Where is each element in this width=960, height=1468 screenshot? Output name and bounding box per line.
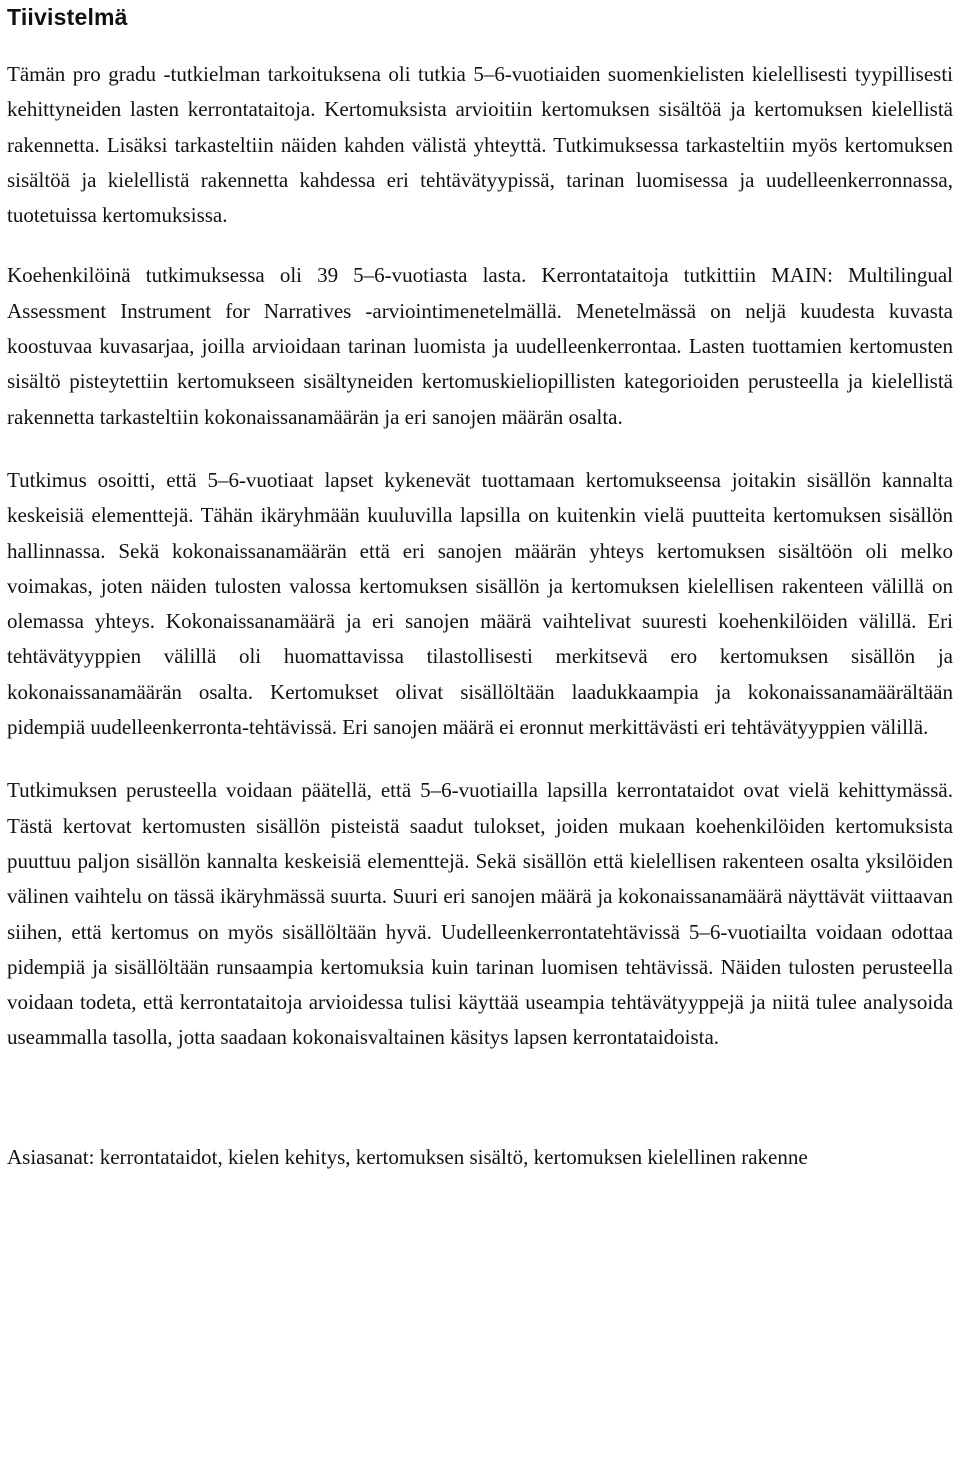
abstract-paragraph-1: Tämän pro gradu -tutkielman tarkoituksena oli tutkia 5–6-vuotiaiden suomenkielisten kielellisesti tyypillisesti kehittyneiden lasten kerrontataitoja. Kertomuksista arvioitiin kertomuksen sisältöä ja kertomuksen kielellistä rakennetta. Lisäksi tarkasteltiin näiden kahden välistä yhteyttä. Tutkimuksessa tarkasteltiin myös kertomuksen sisältöä ja kielellistä rakennetta kahdessa eri tehtävätyypissä, tarinan luomisessa ja uudelleenkerronnassa, tuotetuissa kertomuksissa.	[7, 62, 953, 228]
abstract-page	[7, 0, 953, 1175]
page-title: Tiivistelmä	[7, 4, 128, 30]
abstract-paragraph-2: Koehenkilöinä tutkimuksessa oli 39 5–6-vuotiasta lasta. Kerrontataitoja tutkittiin MAIN: Multilingual Assessment Instrument for Narratives -arviointimenetelmällä. Menetelmässä on neljä kuudesta kuvasta koostuvaa kuvasarjaa, joilla arvioidaan tarinan luomista ja uudelleenkerrontaa. Lasten tuottamien kertomusten sisältö pisteytettiin kertomukseen sisältyneiden kertomuskieliopillisten kategorioiden perusteella ja kielellistä rakennetta tarkasteltiin kokonaissanamäärän ja eri sanojen määrän osalta.	[7, 263, 953, 429]
abstract-paragraph-4: Tutkimuksen perusteella voidaan päätellä, että 5–6-vuotiailla lapsilla kerrontataidot ovat vielä kehittymässä. Tästä kertovat kertomusten sisällön pisteistä saadut tulokset, joiden mukaan koehenkilöiden kertomuksista puuttuu paljon sisällön kannalta keskeisiä elementtejä. Sekä sisällön että kielellisen rakenteen osalta yksilöiden välinen vaihtelu on tässä ikäryhmässä suurta. Suuri eri sanojen määrä ja kokonaissanamäärä näyttävät viittaavan siihen, että kertomus on myös sisällöltään hyvä. Uudelleenkerrontatehtävissä 5–6-vuotiailta voidaan odottaa pidempiä ja sisällöltään runsaampia kertomuksia kuin tarinan luomisen tehtävissä. Näiden tulosten perusteella voidaan todeta, että kerrontataitoja arvioidessa tulisi käyttää useampia tehtävätyyppejä ja niitä tulee analysoida useammalla tasolla, jotta saadaan kokonaisvaltainen käsitys lapsen kerrontataidoista.	[7, 778, 953, 1050]
abstract-paragraph-3: Tutkimus osoitti, että 5–6-vuotiaat lapset kykenevät tuottamaan kertomukseensa joitakin sisällön kannalta keskeisiä elementtejä. Tähän ikäryhmään kuuluvilla lapsilla on kuitenkin vielä puutteita kertomuksen sisällön hallinnassa. Sekä kokonaissanamäärän että eri sanojen määrän yhteys kertomuksen sisältöön oli melko voimakas, joten näiden tulosten valossa kertomuksen sisällön ja kertomuksen kielellisen rakenteen välillä on olemassa yhteys. Kokonaissanamäärä ja eri sanojen määrä vaihtelivat suuresti koehenkilöiden välillä. Eri tehtävätyyppien välillä oli huomattavissa tilastollisesti merkitsevä ero kertomuksen sisällön ja kokonaissanamäärän osalta. Kertomukset olivat sisällöltään laadukkaampia ja kokonaissanamäärältään pidempiä uudelleenkerronta-tehtävissä. Eri sanojen määrä ei eronnut merkittävästi eri tehtävätyyppien välillä.	[7, 467, 953, 740]
keywords: Asiasanat: kerrontataidot, kielen kehitys, kertomuksen sisältö, kertomuksen kielellinen rakenne	[7, 1144, 808, 1169]
